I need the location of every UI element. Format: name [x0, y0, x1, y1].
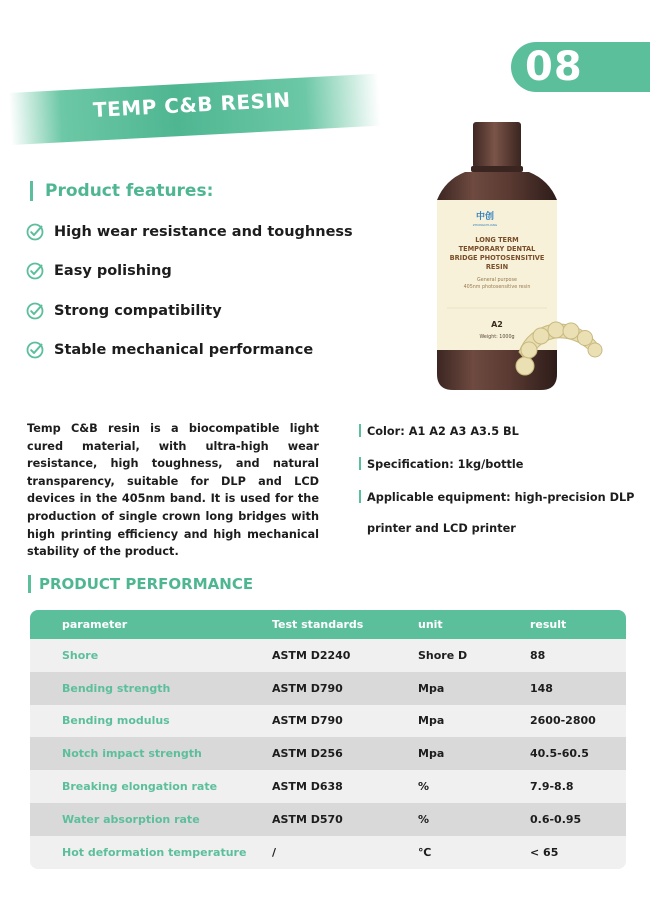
- column-header: parameter: [62, 618, 128, 631]
- cell-parameter: Water absorption rate: [62, 812, 200, 826]
- spec-color-text: Color: A1 A2 A3 A3.5 BL: [367, 425, 519, 438]
- spec-equipment-text: Applicable equipment: high-precision DLP: [367, 491, 635, 504]
- cell-parameter: Notch impact strength: [62, 747, 202, 761]
- table-row: [30, 770, 626, 803]
- resin-bottle-image: [425, 118, 605, 394]
- table-row: [30, 639, 626, 672]
- feature-item: [26, 262, 172, 280]
- table-row: [30, 672, 626, 705]
- cell-result: 88: [530, 648, 546, 662]
- check-circle-icon: [26, 302, 44, 320]
- svg-text:BRIDGE PHOTOSENSITIVE: BRIDGE PHOTOSENSITIVE: [449, 254, 545, 262]
- check-circle-icon: [26, 262, 44, 280]
- feature-label: Strong compatibility: [54, 303, 222, 319]
- cell-standard: ASTM D638: [272, 780, 343, 794]
- feature-label: Easy polishing: [54, 263, 172, 279]
- cell-unit: Mpa: [418, 714, 445, 728]
- cell-result: 2600-2800: [530, 714, 596, 728]
- svg-text:中创: 中创: [475, 212, 495, 222]
- svg-text:TEMPORARY DENTAL: TEMPORARY DENTAL: [458, 245, 536, 253]
- column-header: unit: [418, 618, 443, 631]
- cell-standard: ASTM D570: [272, 812, 343, 826]
- svg-text:RESIN: RESIN: [485, 263, 509, 271]
- spec-equipment-cont-text: printer and LCD printer: [367, 522, 516, 535]
- svg-text:Weight: 1000g: Weight: 1000g: [479, 335, 515, 340]
- cell-unit: Mpa: [418, 681, 445, 695]
- cell-result: 40.5-60.5: [530, 747, 589, 761]
- spec-bar: [359, 457, 361, 470]
- product-description: Temp C&B resin is a biocompatible light cured material, with ultra-high wear resistance, high toughness, and natural transparency, suitable for DLP and LCD devices in the 405nm band. It is used for the production of single crown long bridges with high printing efficiency and high mechanical stability of the product.: [27, 422, 319, 559]
- cell-result: 7.9-8.8: [530, 780, 574, 794]
- table-row: [30, 803, 626, 836]
- page-title: TEMP C&B RESIN: [92, 87, 292, 122]
- cell-parameter: Bending strength: [62, 681, 171, 695]
- table-row: [30, 836, 626, 869]
- svg-text:ZHONGCHUANG: ZHONGCHUANG: [472, 223, 498, 227]
- cell-standard: ASTM D790: [272, 714, 343, 728]
- spec-color: [359, 424, 519, 438]
- cell-standard: ASTM D256: [272, 747, 343, 761]
- feature-item: [26, 302, 222, 320]
- cell-parameter: Shore: [62, 648, 99, 662]
- column-header: Test standards: [272, 618, 364, 631]
- spec-bar: [359, 490, 361, 503]
- performance-heading: PRODUCT PERFORMANCE: [28, 575, 253, 593]
- cell-parameter: Bending modulus: [62, 714, 170, 728]
- table-row: [30, 737, 626, 770]
- feature-item: [26, 341, 313, 359]
- cell-result: 0.6-0.95: [530, 812, 582, 826]
- spec-specification: [359, 457, 523, 471]
- column-header: result: [530, 618, 567, 631]
- spec-specification-text: Specification: 1kg/bottle: [367, 458, 524, 471]
- features-heading: Product features:: [30, 181, 213, 201]
- cell-unit: %: [418, 780, 430, 794]
- cell-standard: ASTM D2240: [272, 648, 351, 662]
- cell-unit: Shore D: [418, 648, 468, 662]
- page-number-badge: 08: [511, 42, 650, 92]
- check-circle-icon: [26, 223, 44, 241]
- feature-label: High wear resistance and toughness: [54, 224, 353, 240]
- table-header-row: [30, 610, 626, 639]
- spec-equipment: [359, 490, 634, 504]
- cell-unit: ℃: [418, 845, 432, 859]
- spec-bar: [359, 424, 361, 437]
- feature-label: Stable mechanical performance: [54, 342, 314, 358]
- bottle-cap: [473, 122, 521, 168]
- table-row: [30, 705, 626, 738]
- cell-unit: %: [418, 812, 430, 826]
- svg-text:405nm photosensitive resin: 405nm photosensitive resin: [463, 285, 531, 290]
- performance-table: [30, 610, 626, 869]
- feature-item: [26, 223, 353, 241]
- svg-text:LONG TERM: LONG TERM: [475, 236, 519, 244]
- cell-result: < 65: [530, 845, 559, 859]
- svg-text:General purpose: General purpose: [477, 278, 517, 283]
- cell-unit: Mpa: [418, 747, 445, 761]
- cell-result: 148: [530, 681, 553, 695]
- svg-text:A2: A2: [491, 320, 503, 329]
- cell-standard: /: [272, 845, 277, 859]
- check-circle-icon: [26, 341, 44, 359]
- cell-parameter: Hot deformation temperature: [62, 845, 247, 859]
- spec-equipment-cont: [367, 522, 516, 535]
- cell-standard: ASTM D790: [272, 681, 343, 695]
- cell-parameter: Breaking elongation rate: [62, 780, 218, 794]
